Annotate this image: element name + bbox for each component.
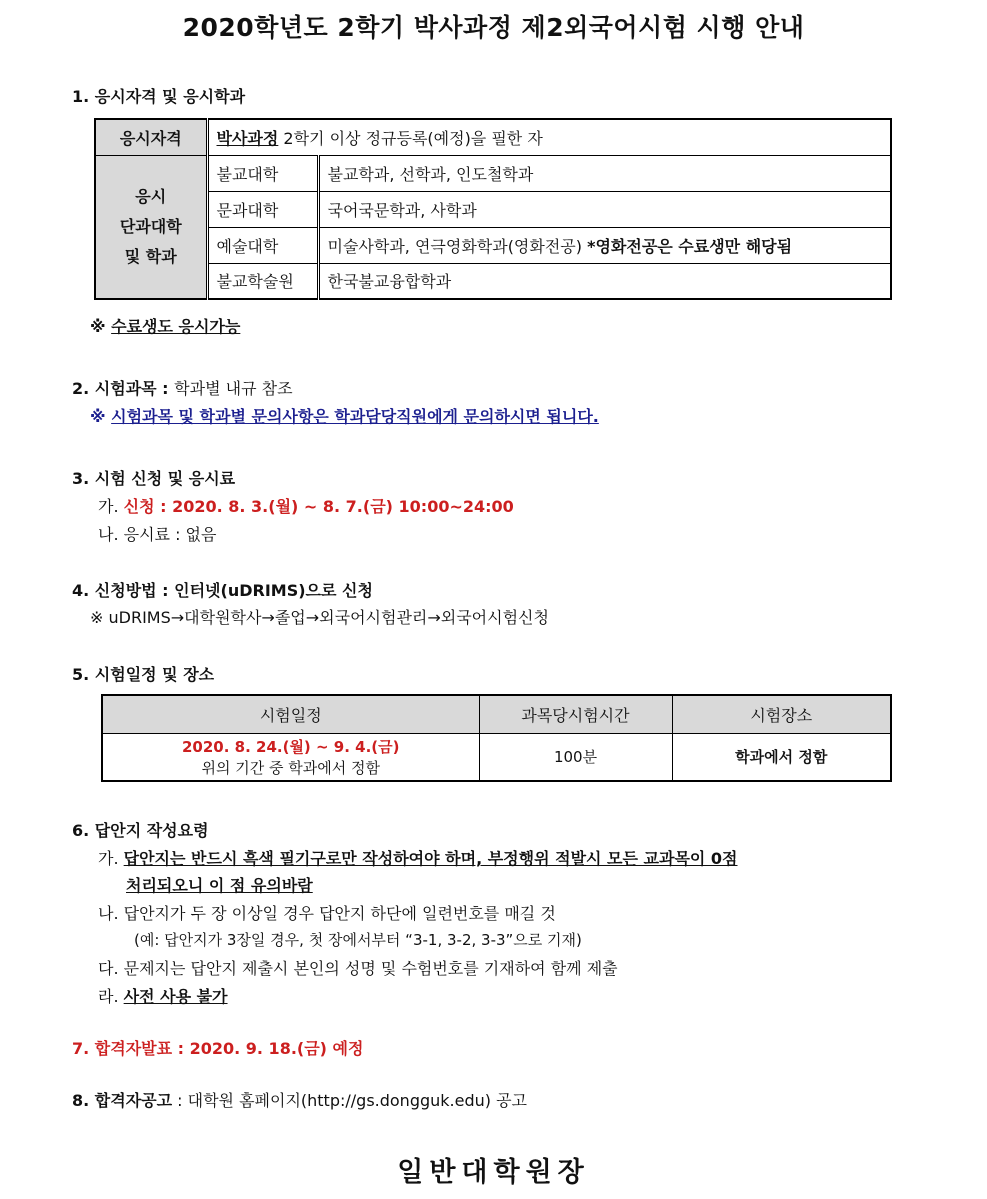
department-list: 불교학과, 선학과, 인도철학과 (318, 155, 891, 191)
section-2-heading (72, 376, 293, 399)
item-prefix: 라. (98, 987, 124, 1006)
qualification-label: 응시자격 (95, 119, 207, 155)
section-1-heading: 1. 응시자격 및 응시학과 (72, 87, 246, 106)
department-list (318, 227, 891, 263)
heading-value: 학과별 내규 참조 (174, 379, 293, 398)
college-name: 예술대학 (207, 227, 318, 263)
application-period-text: 신청 : 2020. 8. 3.(월) ~ 8. 7.(금) 10:00~24:00 (123, 497, 514, 516)
college-name: 불교대학 (207, 155, 318, 191)
qualification-bold: 박사과정 (216, 128, 279, 148)
department-list: 국어국문학과, 사학과 (318, 191, 891, 227)
instruction-a-line1: 답안지는 반드시 흑색 필기구로만 작성하여야 하며, 부정행위 적발시 모든 교과목이 0점 (123, 849, 738, 868)
heading-value: : 대학원 홈페이지(http://gs.dongguk.edu) 공고 (172, 1091, 528, 1110)
instruction-d (98, 984, 228, 1007)
table-header-row (102, 695, 891, 733)
reference-mark: ※ (90, 407, 112, 426)
college-label-line: 단과대학 (119, 216, 182, 236)
college-label-line: 및 학과 (124, 246, 177, 266)
department-list: 한국불교융합학과 (318, 263, 891, 299)
table-row (95, 155, 891, 191)
instruction-b: 나. 답안지가 두 장 이상일 경우 답안지 하단에 일련번호를 매길 것 (98, 904, 556, 923)
exam-place: 학과에서 정함 (672, 733, 891, 781)
section-6-heading: 6. 답안지 작성요령 (72, 821, 209, 840)
schedule-table (101, 694, 892, 782)
table-row (95, 191, 891, 227)
column-header: 시험장소 (672, 695, 891, 733)
note-text: 시험과목 및 학과별 문의사항은 학과담당직원에게 문의하시면 됩니다. (111, 407, 599, 426)
item-prefix: 가. (98, 849, 124, 868)
application-path: ※ uDRIMS→대학원학사→졸업→외국어시험관리→외국어시험신청 (90, 608, 549, 627)
table-row (95, 119, 891, 155)
college-name: 문과대학 (207, 191, 318, 227)
section-8-heading (72, 1088, 527, 1111)
note-text: 수료생도 응시가능 (111, 317, 241, 336)
instruction-c: 다. 문제지는 답안지 제출시 본인의 성명 및 수험번호를 기재하여 함께 제출 (98, 959, 618, 978)
college-name: 불교학술원 (207, 263, 318, 299)
exam-fee: 나. 응시료 : 없음 (98, 525, 217, 544)
exam-schedule-cell (102, 733, 479, 781)
exam-dates-note: 위의 기간 중 학과에서 정함 (201, 758, 380, 777)
section-4-heading: 4. 신청방법 : 인터넷(uDRIMS)으로 신청 (72, 581, 373, 600)
qualification-rest: 2학기 이상 정규등록(예정)을 필한 자 (278, 128, 543, 148)
section-1-note (90, 314, 240, 337)
section-2-note (90, 404, 599, 427)
section-7-announcement: 7. 합격자발표 : 2020. 9. 18.(금) 예정 (72, 1039, 364, 1058)
department-note: *영화전공은 수료생만 해당됨 (587, 236, 793, 256)
table-row (95, 227, 891, 263)
instruction-b-example: (예: 답안지가 3장일 경우, 첫 장에서부터 “3-1, 3-2, 3-3”으로 기재) (134, 931, 582, 949)
section-5-heading: 5. 시험일정 및 장소 (72, 665, 215, 684)
instruction-a-cont (126, 873, 313, 896)
instruction-d-text: 사전 사용 불가 (123, 987, 228, 1006)
instruction-a (98, 846, 738, 869)
exam-dates: 2020. 8. 24.(월) ~ 9. 4.(금) (181, 737, 400, 756)
column-header: 시험일정 (102, 695, 479, 733)
item-prefix: 가. (98, 497, 124, 516)
section-3-heading: 3. 시험 신청 및 응시료 (72, 469, 236, 488)
instruction-a-line2: 처리되오니 이 점 유의바람 (126, 876, 313, 895)
eligibility-table (94, 118, 892, 300)
heading-text: 2. 시험과목 : (72, 379, 175, 398)
department-text: 미술사학과, 연극영화학과(영화전공) (327, 236, 588, 256)
reference-mark: ※ (90, 317, 112, 336)
heading-text: 8. 합격자공고 (72, 1091, 173, 1110)
college-label (95, 155, 207, 299)
table-row (95, 263, 891, 299)
issuer-signature: 일반대학원장 (397, 1157, 590, 1188)
college-label-line: 응시 (135, 186, 167, 206)
qualification-value (207, 119, 891, 155)
page-title: 2020학년도 2학기 박사과정 제2외국어시험 시행 안내 (182, 13, 805, 42)
table-row (102, 733, 891, 781)
column-header: 과목당시험시간 (479, 695, 672, 733)
application-period (98, 494, 514, 517)
exam-duration: 100분 (479, 733, 672, 781)
